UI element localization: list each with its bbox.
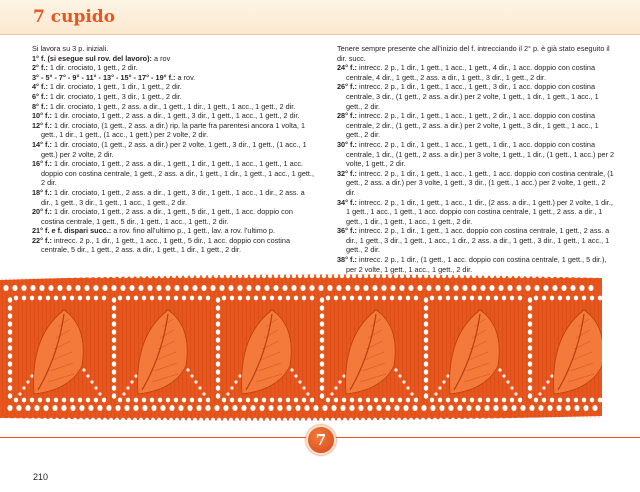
row-label: 16° f.: <box>32 159 52 169</box>
row-label: 26° f.: <box>337 82 357 92</box>
row-label: 36° f.: <box>337 226 357 236</box>
instruction-row <box>32 73 318 83</box>
title-bar <box>0 0 640 35</box>
row-text: 1 dir. crociato, 1 gett., 2 ass. a dir., 1 gett., 1 dir., 1 gett., 1 acc., 1 gett., 2 dir. <box>47 101 296 111</box>
instruction-row <box>32 140 318 159</box>
page-number: 210 <box>33 472 49 482</box>
row-label: 2° f.: <box>32 63 48 73</box>
row-label: 4° f.: <box>32 82 48 92</box>
row-text: 1 dir. crociato, 1 gett., 3 dir., 1 gett., 2 dir. <box>47 91 182 101</box>
instruction-row <box>32 226 318 236</box>
row-text: intrecc. 2 p., 1 dir., 1 gett., 1 acc., 1 gett., 2 dir., 1 acc. doppio con costina centrale, 2 dir., (1 gett., 2 ass. a dir.) per 2 volte, 1 gett., 3 dir., 1 gett., 1 acc., 1 gett., 2 dir. <box>346 111 599 140</box>
row-text: 1 dir. crociato, 1 gett., 1 dir., 1 gett., 2 dir. <box>47 82 182 92</box>
row-text: 1 dir. crociato, 1 gett., 2 ass. a dir., 1 gett., 3 dir., 1 gett., 1 acc., 1 dir., 2 ass. a dir., 1 gett., 3 dir., 1 gett., 1 acc., 1 gett., 2 dir. <box>41 187 305 207</box>
instructions-left-column <box>32 44 318 255</box>
instruction-row <box>32 236 318 255</box>
instruction-row <box>337 82 615 111</box>
row-text: 1 dir. crociato, 1 gett., 2 ass. a dir., 1 gett., 5 dir., 1 gett., 1 acc. doppio con costina centrale, 1 gett., 5 dir., 1 gett., 1 acc., 1 gett., 2 dir. <box>41 207 293 226</box>
instruction-row <box>32 54 318 64</box>
row-label: 3° - 5° - 7° - 9° - 11° - 13° - 15° - 17° - 19° f.: <box>32 72 176 82</box>
chapter-badge: 7 <box>306 425 336 455</box>
instruction-row <box>337 63 615 82</box>
row-text: a rov <box>151 53 171 63</box>
row-label: 34° f.: <box>337 197 357 207</box>
row-text: 1 dir. crociato, 1 gett., 2 ass. a dir., 1 gett., 3 dir., 1 gett., 1 acc., 1 gett., 2 dir. <box>51 111 300 121</box>
instruction-row <box>32 92 318 102</box>
instruction-row <box>337 169 615 198</box>
instruction-row <box>32 82 318 92</box>
instruction-row <box>32 111 318 121</box>
row-text: a rov. <box>175 72 196 82</box>
instruction-row <box>32 159 318 188</box>
row-label: 21° f. e f. dispari succ.: <box>32 226 112 236</box>
row-label: 6° f.: <box>32 91 48 101</box>
row-list <box>337 63 615 274</box>
instruction-row <box>337 198 615 227</box>
row-label: 14° f.: <box>32 139 52 149</box>
row-label: 18° f.: <box>32 187 52 197</box>
instruction-row <box>32 102 318 112</box>
instruction-row <box>32 121 318 140</box>
row-text: intrecc. 2 p., 1 dir., (1 gett., 1 acc. doppio con costina centrale, 1 gett., 5 dir.), per 2 volte, 1 gett., 1 acc., 1 gett., 2 dir. <box>346 255 607 274</box>
row-text: 1 dir. crociato, (1 gett., 2 ass. a dir.) rip. la parte fra parentesi ancora 1 volta, 1 gett., 1 dir., 1 gett., (1 acc., 1 gett.) per 2 volte, 2 dir. <box>41 120 306 140</box>
row-text: intrecc. 2 p., 1 dir., 1 gett., 1 acc., 1 gett., 3 dir., 1 acc. doppio con costina centrale, 3 dir., (1 gett., 2 ass. a dir.) per 2 volte, 1 gett., 1 dir., 1 gett., 1 acc., 1 gett., 2 dir. <box>346 82 599 111</box>
row-label: 32° f.: <box>337 168 357 178</box>
row-label: 28° f.: <box>337 111 357 121</box>
instruction-row <box>32 207 318 226</box>
row-text: intrecc. 2 p., 1 dir., 1 gett., 1 acc., 1 gett., 1 dir., 1 acc. doppio con costina centrale, 1 dir., (1 gett., 2 ass. a dir.) per 3 volte, 1 gett., 1 dir., (1 gett., 1 acc.) per 2 volte, 1 gett., 2 dir. <box>346 139 615 169</box>
instruction-row <box>32 63 318 73</box>
instruction-row <box>32 188 318 207</box>
pattern-title: 7 cupido <box>33 7 116 27</box>
row-text: intrecc. 2 p., 1 dir., 1 gett., 1 acc., 1 gett., 4 dir., 1 acc. doppio con costina centrale, 4 dir., 1 gett., 2 ass. a dir., 1 gett., 3 dir., 1 gett., 2 dir. <box>346 63 596 82</box>
row-label: 38° f.: <box>337 255 357 265</box>
row-label: 10° f.: <box>32 111 52 121</box>
row-label: 24° f.: <box>337 63 357 73</box>
row-label: 1° f. (si esegue sul rov. del lavoro): <box>32 53 152 63</box>
row-text: 1 dir. crociato, 1 gett., 2 dir. <box>47 63 138 73</box>
row-text: 1 dir. crociato, 1 gett., 2 ass. a dir., 1 gett., 1 dir., 1 gett., 1 acc., 1 gett., 1 acc. doppio con costina centrale, 1 gett., 2 ass. a dir., 1 gett., 1 dir., 1 gett., 1 acc., 1 gett., 2 dir. <box>41 159 314 188</box>
row-label: 12° f.: <box>32 120 52 130</box>
row-label: 30° f.: <box>337 139 357 149</box>
row-label: 22° f.: <box>32 235 52 245</box>
row-label: 20° f.: <box>32 207 52 217</box>
instruction-row <box>337 226 615 255</box>
row-list <box>32 54 318 255</box>
row-text: intrecc. 2 p., 1 dir., 1 gett., 1 acc., 1 gett., 5 dir., 1 acc. doppio con costina centrale, 5 dir., 1 gett., 2 ass. a dir., 1 gett., 1 dir., 1 gett., 2 dir. <box>41 235 291 255</box>
intro-text: Si lavora su 3 p. iniziali. <box>32 44 109 53</box>
instruction-row <box>337 111 615 140</box>
row-text: intrecc. 2 p., 1 dir., 1 gett., 1 acc., 1 dir., (2 ass. a dir., 1 gett.) per 2 volte, 1 dir., 1 gett., 1 acc., 1 gett., 1 acc. doppio con costina centrale, 1 gett., 2 ass. a dir., 1 gett., 1 dir., 1 gett., 1 acc., 1 gett., 2 dir. <box>346 197 613 226</box>
row-text: intrecc. 2 p., 1 dir., 1 gett., 1 acc. doppio con costina centrale, 1 gett., 2 ass. a dir., 1 gett., 3 dir., 1 gett., 1 acc., 1 dir., 2 ass. a dir., 1 gett., 3 dir., 1 gett., 1 acc., 1 gett., 2 dir. <box>346 226 610 255</box>
instruction-row <box>337 140 615 169</box>
row-text: 1 dir. crociato, (1 gett., 2 ass. a dir.) per 2 volte, 1 gett., 3 dir., 1 gett., (1 acc., 1 gett.) per 2 volte, 2 dir. <box>41 139 307 159</box>
instructions-right-column <box>337 44 615 274</box>
knitted-lace-edging-photo <box>0 266 602 428</box>
intro-text: Tenere sempre presente che all’inizio del f. intrecciando il 2° p. è già stato eseguito il dir. succ. <box>337 44 610 63</box>
row-label: 8° f.: <box>32 101 48 111</box>
row-text: intrecc. 2 p., 1 dir., 1 gett., 1 acc., 1 gett., 1 acc. doppio con costina centrale, (1 gett., 2 ass. a dir.) per 3 volte, 1 gett., 3 dir., (1 gett., 1 acc.) per 2 volte, 1 gett., 2 dir. <box>346 168 614 197</box>
row-text: a rov. fino all’ultimo p., 1 gett., lav. a rov. l’ultimo p. <box>111 226 276 236</box>
